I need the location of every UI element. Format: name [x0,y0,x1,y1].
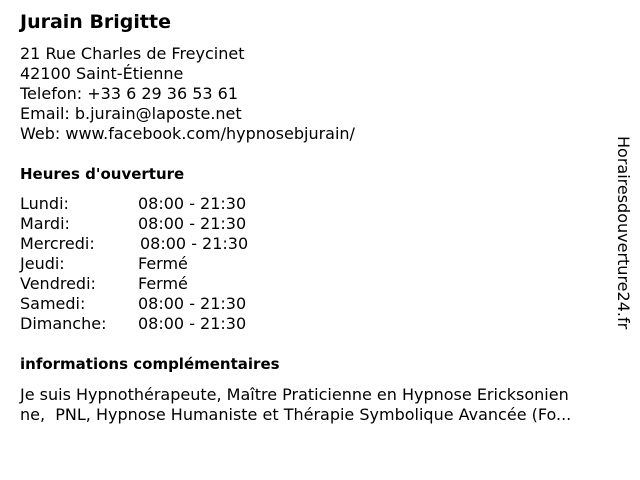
day-time: 08:00 - 21:30 [138,214,247,233]
business-name: Jurain Brigitte [20,11,171,33]
site-brand-vertical: Horairesdouverture24.fr [614,136,633,330]
day-time: 08:00 - 21:30 [140,234,249,253]
hours-row-friday [20,274,280,294]
day-time: Fermé [138,254,188,273]
hours-row-wednesday [20,234,280,254]
hours-row-tuesday [20,214,280,234]
address-street: 21 Rue Charles de Freycinet [20,44,245,63]
day-label: Vendredi: [20,274,96,293]
day-time: Fermé [138,274,188,293]
email-text: Email: b.jurain@laposte.net [20,104,242,123]
hours-row-monday [20,194,280,214]
day-label: Lundi: [20,194,69,213]
day-label: Mercredi: [20,234,95,253]
day-time: 08:00 - 21:30 [138,194,247,213]
address-city: 42100 Saint-Étienne [20,64,184,83]
day-label: Jeudi: [20,254,65,273]
web-text: Web: www.facebook.com/hypnosebjurain/ [20,124,355,143]
phone-text: Telefon: +33 6 29 36 53 61 [20,84,239,103]
contact-block [20,44,355,144]
day-label: Mardi: [20,214,70,233]
hours-heading: Heures d'ouverture [20,165,185,183]
day-time: 08:00 - 21:30 [138,314,247,333]
info-line-2: ne, PNL, Hypnose Humaniste et Thérapie Symbolique Avancée (Fo... [20,405,572,424]
info-line-1: Je suis Hypnothérapeute, Maître Praticienne en Hypnose Ericksonien [20,385,569,404]
day-label: Dimanche: [20,314,107,333]
day-time: 08:00 - 21:30 [138,294,247,313]
info-heading: informations complémentaires [20,355,280,373]
hours-row-sunday [20,314,280,334]
info-text [20,385,620,425]
hours-row-saturday [20,294,280,314]
day-label: Samedi: [20,294,86,313]
hours-row-thursday [20,254,280,274]
hours-table [20,194,280,334]
